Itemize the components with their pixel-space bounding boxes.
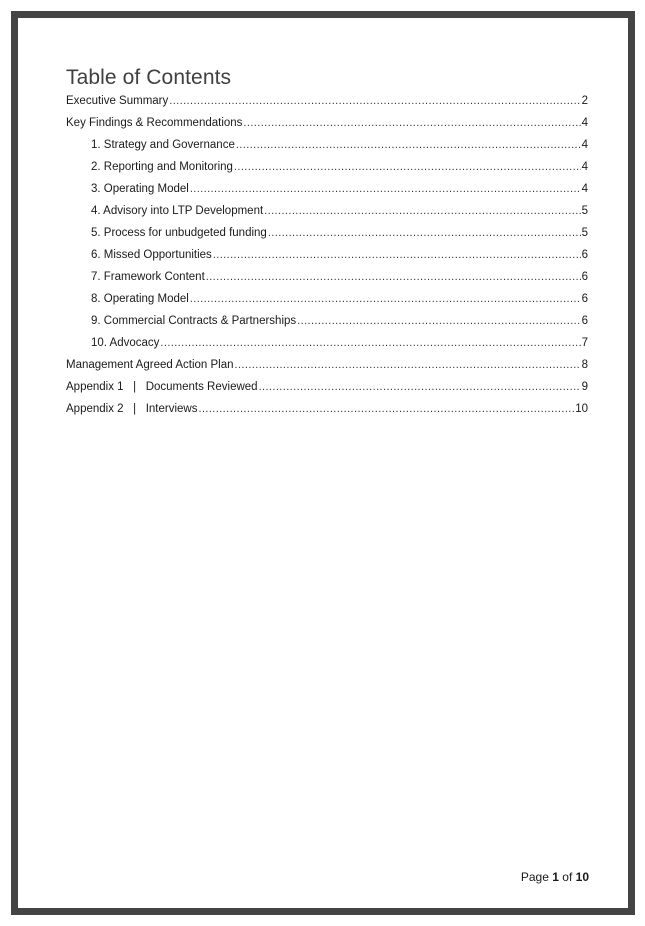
toc-entry-framework-content[interactable] [91, 269, 588, 285]
toc-entry-page: 4 [581, 117, 588, 129]
toc-entry-label: 8. Operating Model [91, 293, 189, 305]
toc-entry-page: 6 [581, 249, 588, 261]
toc-leader-dots [297, 313, 580, 327]
toc-entry-appendix-1[interactable] [66, 379, 588, 395]
toc-entry-reporting-monitoring[interactable] [91, 159, 588, 175]
toc-entry-page: 4 [581, 161, 588, 173]
toc-entry-unbudgeted-funding[interactable] [91, 225, 588, 241]
toc-entry-page: 9 [581, 381, 588, 393]
toc-entry-commercial-contracts[interactable] [91, 313, 588, 329]
toc-entry-executive-summary[interactable] [66, 93, 588, 109]
toc-leader-dots [160, 335, 580, 349]
toc-entry-label: Appendix 2 | Interviews [66, 403, 198, 415]
toc-entry-page: 6 [581, 271, 588, 283]
toc-entry-page: 7 [581, 337, 588, 349]
toc-leader-dots [259, 379, 581, 393]
toc-entry-label: Executive Summary [66, 95, 169, 107]
toc-entry-label: Key Findings & Recommendations [66, 117, 243, 129]
toc-entry-appendix-2[interactable] [66, 401, 588, 417]
toc-entry-label: 3. Operating Model [91, 183, 189, 195]
toc-entry-page: 5 [581, 205, 588, 217]
toc-entry-label: 2. Reporting and Monitoring [91, 161, 233, 173]
toc-entry-label: 5. Process for unbudgeted funding [91, 227, 267, 239]
toc-entry-label: 1. Strategy and Governance [91, 139, 235, 151]
toc-leader-dots [206, 269, 581, 283]
toc-entry-label: 9. Commercial Contracts & Partnerships [91, 315, 297, 327]
toc-leader-dots [169, 93, 580, 107]
toc-entry-label: Appendix 1 | Documents Reviewed [66, 381, 258, 393]
toc-leader-dots [268, 225, 581, 239]
toc-entry-label: Management Agreed Action Plan [66, 359, 234, 371]
toc-leader-dots [236, 137, 581, 151]
toc-entry-page: 10 [575, 403, 588, 415]
footer-current-page: 1 [552, 870, 559, 884]
toc-leader-dots [190, 291, 581, 305]
toc-entry-strategy-governance[interactable] [91, 137, 588, 153]
toc-entry-action-plan[interactable] [66, 357, 588, 373]
toc-leader-dots [190, 181, 581, 195]
toc-entry-page: 5 [581, 227, 588, 239]
footer-separator: of [562, 870, 573, 884]
toc-entry-missed-opportunities[interactable] [91, 247, 588, 263]
toc-leader-dots [213, 247, 581, 261]
toc-entry-page: 6 [581, 315, 588, 327]
toc-entry-page: 6 [581, 293, 588, 305]
toc-leader-dots [234, 159, 581, 173]
footer-total-pages: 10 [575, 870, 589, 884]
toc-entry-operating-model-2[interactable] [91, 291, 588, 307]
toc-leader-dots [198, 401, 574, 415]
toc-entry-page: 8 [581, 359, 588, 371]
toc-entry-key-findings[interactable] [66, 115, 588, 131]
toc-leader-dots [243, 115, 580, 129]
toc-entry-advisory-ltp[interactable] [91, 203, 588, 219]
toc-entry-label: 6. Missed Opportunities [91, 249, 212, 261]
toc-leader-dots [264, 203, 580, 217]
toc-entry-page: 4 [581, 139, 588, 151]
toc-leader-dots [235, 357, 581, 371]
toc-entry-advocacy[interactable] [91, 335, 588, 351]
toc-heading: Table of Contents [66, 66, 232, 89]
page-footer [521, 870, 589, 884]
toc-entry-label: 7. Framework Content [91, 271, 205, 283]
toc-entry-label: 4. Advisory into LTP Development [91, 205, 264, 217]
toc-entry-page: 4 [581, 183, 588, 195]
toc-entry-operating-model-1[interactable] [91, 181, 588, 197]
toc-entry-page: 2 [581, 95, 588, 107]
toc-entry-label: 10. Advocacy [91, 337, 160, 349]
footer-prefix: Page [520, 870, 549, 884]
